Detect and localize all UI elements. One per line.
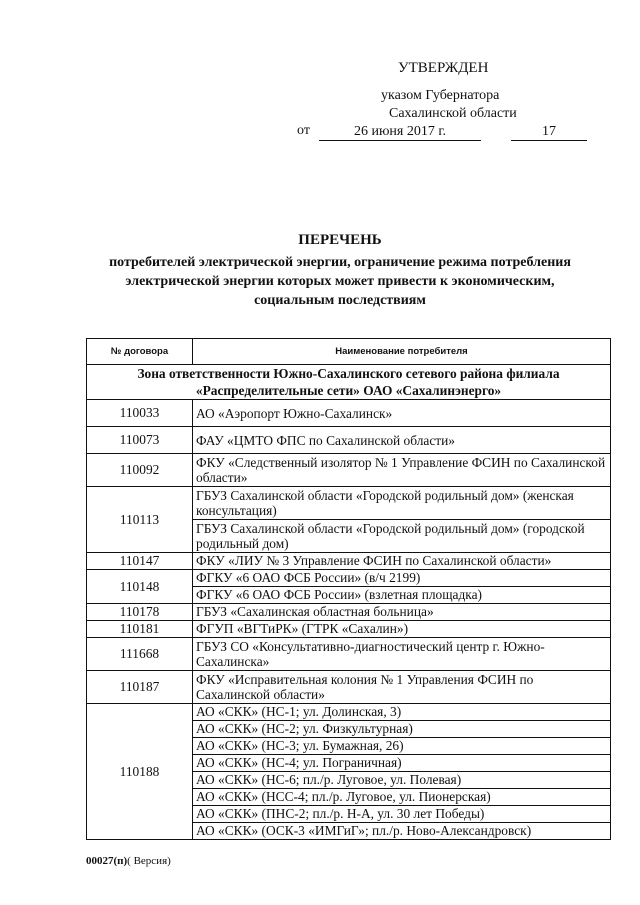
consumer-name: АО «СКК» (НС-4; ул. Пограничная): [193, 755, 611, 772]
consumer-name: ГБУЗ Сахалинской области «Городской родильный дом» (женская консультация): [193, 487, 611, 520]
consumer-name: ФГКУ «6 ОАО ФСБ России» (в/ч 2199): [193, 570, 611, 587]
table-row: [87, 454, 611, 487]
table-row: [87, 671, 611, 704]
zone-row: [87, 365, 611, 400]
consumer-name: ГБУЗ СО «Консультативно-диагностический центр г. Южно-Сахалинска»: [193, 638, 611, 671]
contract-number: 110188: [87, 704, 193, 840]
consumer-name: ФГКУ «6 ОАО ФСБ России» (взлетная площадка): [193, 587, 611, 604]
contract-number: 111668: [87, 638, 193, 671]
consumer-name: АО «СКК» (НС-6; пл./р. Луговое, ул. Полевая): [193, 772, 611, 789]
consumers-table: [86, 338, 611, 840]
zone-line-2: «Распределительные сети» ОАО «Сахалинэнерго»: [195, 383, 502, 398]
approver-line-2: Сахалинской области: [389, 106, 517, 121]
contract-number: 110187: [87, 671, 193, 704]
table-row: [87, 704, 611, 721]
contract-number: 110181: [87, 621, 193, 638]
contract-number: 110073: [87, 427, 193, 454]
consumer-name: ФКУ «Следственный изолятор № 1 Управление ФСИН по Сахалинской области»: [193, 454, 611, 487]
document-code-number: 00027(п): [86, 855, 128, 867]
title-line-3: социальным последствиям: [254, 293, 426, 308]
table-row: [87, 427, 611, 454]
table-row: [87, 621, 611, 638]
document-code: [86, 855, 171, 867]
consumer-name: ФКУ «Исправительная колония № 1 Управления ФСИН по Сахалинской области»: [193, 671, 611, 704]
approval-stamp-title: УТВЕРЖДЕН: [398, 60, 489, 76]
contract-number: 110178: [87, 604, 193, 621]
consumer-name: АО «СКК» (НС-1; ул. Долинская, 3): [193, 704, 611, 721]
header-contract-number: № договора: [87, 339, 193, 365]
document-title: [60, 232, 620, 310]
decree-number: 17: [511, 123, 587, 141]
consumer-name: АО «СКК» (НС-3; ул. Бумажная, 26): [193, 738, 611, 755]
approver-line-1: указом Губернатора: [381, 88, 500, 103]
title-line-2: электрической энергии которых может привести к экономическим,: [125, 274, 555, 289]
consumer-name: ГБУЗ Сахалинской области «Городской родильный дом» (городской родильный дом): [193, 520, 611, 553]
zone-cell: [87, 365, 611, 400]
consumer-name: АО «СКК» (НС-2; ул. Физкультурная): [193, 721, 611, 738]
consumer-name: ФКУ «ЛИУ № 3 Управление ФСИН по Сахалинской области»: [193, 553, 611, 570]
contract-number: 110092: [87, 454, 193, 487]
contract-number: 110148: [87, 570, 193, 604]
zone-line-1: Зона ответственности Южно-Сахалинского сетевого района филиала: [137, 366, 560, 381]
table-row: [87, 570, 611, 587]
consumer-name: ГБУЗ «Сахалинская областная больница»: [193, 604, 611, 621]
consumer-name: АО «СКК» (НСС-4; пл./р. Луговое, ул. Пионерская): [193, 789, 611, 806]
table-row: [87, 400, 611, 427]
contract-number: 110113: [87, 487, 193, 553]
contract-number: 110147: [87, 553, 193, 570]
table-row: [87, 638, 611, 671]
date-label: от: [297, 123, 310, 138]
consumer-name: АО «СКК» (ОСК-3 «ИМГиГ»; пл./р. Ново-Александровск): [193, 823, 611, 840]
consumer-name: ФГУП «ВГТиРК» (ГТРК «Сахалин»): [193, 621, 611, 638]
document-version: ( Версия): [127, 855, 171, 867]
table-header-row: [87, 339, 611, 365]
decree-date: 26 июня 2017 г.: [319, 123, 481, 141]
consumer-name: АО «Аэропорт Южно-Сахалинск»: [193, 400, 611, 427]
table-row: [87, 604, 611, 621]
header-consumer-name: Наименование потребителя: [193, 339, 611, 365]
title-line-1: потребителей электрической энергии, ограничение режима потребления: [109, 255, 571, 270]
consumer-name: ФАУ «ЦМТО ФПС по Сахалинской области»: [193, 427, 611, 454]
title-main: ПЕРЕЧЕНЬ: [298, 232, 382, 248]
table-row: [87, 553, 611, 570]
contract-number: 110033: [87, 400, 193, 427]
consumer-name: АО «СКК» (ПНС-2; пл./р. Н-А, ул. 30 лет Победы): [193, 806, 611, 823]
table-row: [87, 487, 611, 520]
